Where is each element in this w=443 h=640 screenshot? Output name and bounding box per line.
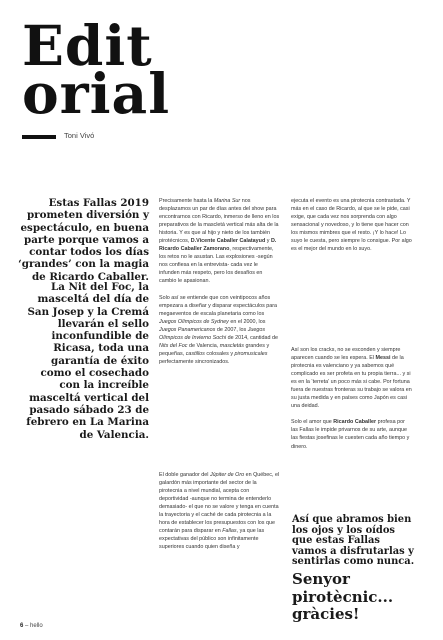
body-paragraph: Solo el amor que Ricardo Caballer profesa por las Fallas le impide privarnos de su arte, aunque las fiestas josefinas le cuesten cada año tiempo y dinero. bbox=[291, 419, 410, 450]
title-line-1: Edit bbox=[22, 13, 153, 78]
pull-quote: Así que abramos bien los ojos y los oídos que estas Fallas vamos a disfrutarlas y sentirlas como nunca. bbox=[292, 514, 415, 568]
body-column-4 bbox=[159, 471, 280, 559]
footer-separator: – bbox=[23, 623, 31, 629]
publication-name: hello bbox=[30, 623, 43, 629]
lead-paragraph-1: Estas Fallas 2019 prometen diversión y espectáculo, en buena parte porque vamos a contar todos los días ‘grandes’ con la magia de Ricardo Caballer. bbox=[18, 197, 149, 283]
title-line-2: orial bbox=[22, 61, 171, 126]
editorial-title bbox=[22, 13, 171, 126]
title-rule bbox=[22, 135, 56, 139]
body-column-3 bbox=[291, 197, 412, 261]
body-paragraph: ejecuta el evento es una pirotecnia contrastada. Y más en el caso de Ricardo, al que se le pide, casi exige, que cada vez nos sorprenda con algo sensacional y novedoso, y lo tiene que hacer con los mismos mimbres que el resto. ¡Y lo hace! Lo suyo le cuesta, pero siempre lo consigue. Por algo es el mejor del mundo en lo suyo. bbox=[291, 198, 412, 253]
body-paragraph: El doble ganador del Júpiter de Oro en Québec, el galardón más importante del sector de la pirotecnia a nivel mundial, acepta con deportividad -aunque no termina de entenderlo demasiado- el que no se valore y tenga en cuenta la trayectoria y el caché de cada pirotecnia a la hora de establecer los presupuestos con los que contarán para disparar en Fallas, ya que las expectativas del público son infinitamente superiores cuando quien diseña y bbox=[159, 472, 280, 551]
lead-paragraph-2: La Nit del Foc, la masceltá del día de San Josep y la Cremá llevarán el sello inconfundible de Ricasa, toda una garantía de éxito como el cosechado con la increíble masceltá vertical del pasado sábado 23 de febrero en La Marina de Valencia. bbox=[26, 281, 149, 441]
body-paragraph: Solo así se entiende que con veintipocos años empezara a diseñar y disparar espectáculos para megaeventos de escala planetaria como los Juegos Olímpicos de Sydney en el 2000, los Juegos Panamericanos de 2007, los Juegos Olímpicos de Invierno Sochi de 2014, cantidad de Nits del Foc de Valencia, mascletás grandes y pequeñas, castillos colosales y piromusicales perfectamente sincronizados. bbox=[159, 294, 278, 365]
page-number: 6 bbox=[20, 623, 24, 629]
author-byline: Toni Vivó bbox=[64, 131, 95, 140]
body-paragraph: Así son los cracks, no se esconden y siempre aparecen cuando se les espera. El Messi de la pirotecnia es valenciano y ya sabemos qué complicado es ser profeta en tu propia tierra... y si es en la ‘terreta’ un poco más si cabe. Por fortuna fuera de nuestras fronteras su trabajo se valora en su justa medida y en países como Japón es casi una deidad. bbox=[291, 347, 412, 410]
page-footer bbox=[20, 623, 43, 629]
body-paragraph: Precisamente hasta la Marina Sur nos desplazamos un par de días antes del show para encontrarnos con Ricardo, inmerso de lleno en los preparativos de la mascletá vertical más alta de la historia. Y es que al hijo y nieto de los también pirotécnicos, D.Vicente Caballer Calatayud y D. Ricardo Caballer Zamorano, respectivamente, los retos no le asustan. Las explosiones -según nos confiesa en la entrevista- cada vez le infunden más respeto, pero los desafíos en cambio le apasionan. bbox=[159, 198, 280, 285]
closing-shout: Senyor pirotècnic... gràcies! bbox=[292, 570, 394, 623]
body-column-2 bbox=[159, 197, 280, 374]
body-column-5 bbox=[291, 346, 412, 459]
